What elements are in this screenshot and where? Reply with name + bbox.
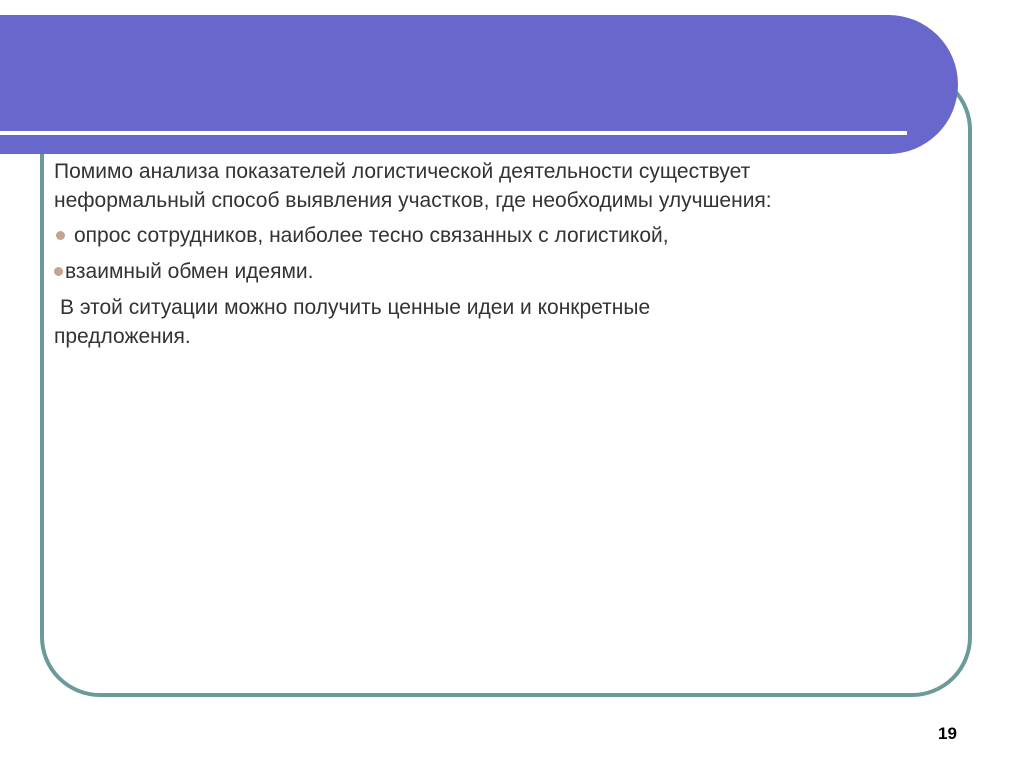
- intro-line-2: неформальный способ выявления участков, где необходимы улучшения:: [54, 189, 772, 212]
- conclusion-line-2: предложения.: [54, 325, 191, 348]
- list-item-text: взаимный обмен идеями.: [65, 260, 314, 283]
- list-item: [54, 257, 954, 286]
- conclusion-paragraph: [54, 293, 954, 351]
- banner-divider: [0, 131, 907, 135]
- intro-paragraph: [54, 157, 954, 215]
- list-item: [54, 221, 954, 250]
- list-item-text: опрос сотрудников, наиболее тесно связанных с логистикой,: [74, 224, 669, 247]
- page-number: 19: [938, 724, 957, 743]
- slide-body: [54, 157, 954, 351]
- bullet-dot-icon: [56, 231, 65, 240]
- bullet-dot-icon: [54, 267, 63, 276]
- conclusion-line-1: В этой ситуации можно получить ценные идеи и конкретные: [60, 296, 651, 319]
- intro-line-1: Помимо анализа показателей логистической деятельности существует: [54, 160, 751, 183]
